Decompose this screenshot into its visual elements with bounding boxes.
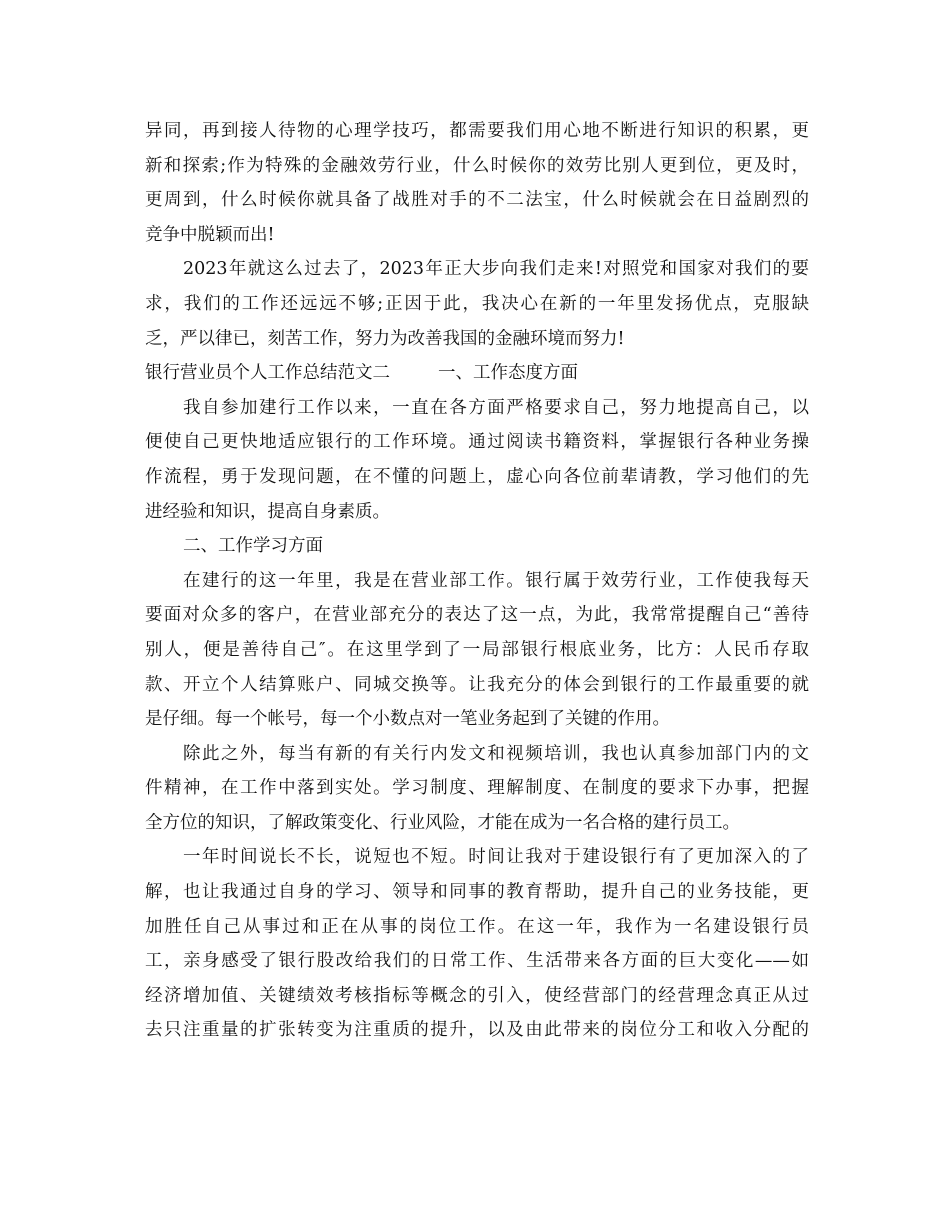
text-line: 加胜任自己从事过和正在从事的岗位工作。在这一年，我作为一名建设银行员 bbox=[145, 916, 809, 937]
text-line: 工，亲身感受了银行股改给我们的日常工作、生活带来各方面的巨大变化——如 bbox=[145, 951, 809, 972]
text-line: 在建行的这一年里，我是在营业部工作。银行属于效劳行业，工作使我每天 bbox=[183, 570, 809, 591]
text-line: 竞争中脱颖而出! bbox=[145, 224, 275, 245]
text-line: 是仔细。每一个帐号，每一个小数点对一笔业务起到了关键的作用。 bbox=[145, 709, 670, 730]
paragraph-block-1 bbox=[145, 114, 809, 356]
text-line: 去只注重量的扩张转变为注重质的提升，以及由此带来的岗位分工和收入分配的 bbox=[145, 1020, 809, 1041]
text-line: 除此之外，每当有新的有关行内发文和视频培训，我也认真参加部门内的文 bbox=[183, 743, 809, 764]
text-line: 新和探索;作为特殊的金融效劳行业，什么时候你的效劳比别人更到位，更及时， bbox=[145, 155, 809, 176]
text-line: 全方位的知识，了解政策变化、行业风险，才能在成为一名合格的建行员工。 bbox=[145, 812, 740, 833]
section-heading: 一、工作态度方面 bbox=[438, 363, 578, 384]
text-line: 要面对众多的客户，在营业部充分的表达了这一点，为此，我常常提醒自己“善待 bbox=[145, 605, 809, 626]
paragraph-block-2 bbox=[145, 391, 809, 1048]
text-line: 求，我们的工作还远远不够;正因于此，我决心在新的一年里发扬优点，克服缺 bbox=[145, 293, 809, 314]
text-line: 二、工作学习方面 bbox=[183, 536, 323, 557]
text-line: 件精神，在工作中落到实处。学习制度、理解制度、在制度的要求下办事，把握 bbox=[145, 778, 809, 799]
text-line: 经济增加值、关键绩效考核指标等概念的引入，使经营部门的经营理念真正从过 bbox=[145, 985, 809, 1006]
text-line: 进经验和知识，提高自身素质。 bbox=[145, 501, 390, 522]
text-line: 异同，再到接人待物的心理学技巧，都需要我们用心地不断进行知识的积累，更 bbox=[145, 121, 809, 141]
text-line: 更周到，什么时候你就具备了战胜对手的不二法宝，什么时候就会在日益剧烈的 bbox=[145, 190, 809, 211]
text-line: 别人，便是善待自己″。在这里学到了一局部银行根底业务，比方：人民币存取 bbox=[145, 639, 809, 660]
text-line: 作流程，勇于发现问题，在不懂的问题上，虚心向各位前辈请教，学习他们的先 bbox=[145, 466, 809, 487]
text-line: 2023年就这么过去了，2023年正大步向我们走来!对照党和国家对我们的要 bbox=[183, 259, 809, 280]
text-line: 解，也让我通过自身的学习、领导和同事的教育帮助，提升自己的业务技能，更 bbox=[145, 882, 809, 903]
heading-line bbox=[145, 356, 809, 391]
text-line: 便使自己更快地适应银行的工作环境。通过阅读书籍资料，掌握银行各种业务操 bbox=[145, 432, 809, 453]
text-line: 一年时间说长不长，说短也不短。时间让我对于建设银行有了更加深入的了 bbox=[183, 847, 809, 868]
text-line: 我自参加建行工作以来，一直在各方面严格要求自己，努力地提高自己，以 bbox=[183, 397, 809, 418]
text-line: 乏，严以律已，刻苦工作，努力为改善我国的金融环境而努力! bbox=[145, 328, 625, 349]
document-title: 银行营业员个人工作总结范文二 bbox=[145, 363, 390, 384]
document-body bbox=[145, 114, 809, 1048]
text-line: 款、开立个人结算账户、同城交换等。让我充分的体会到银行的工作最重要的就 bbox=[145, 674, 809, 695]
